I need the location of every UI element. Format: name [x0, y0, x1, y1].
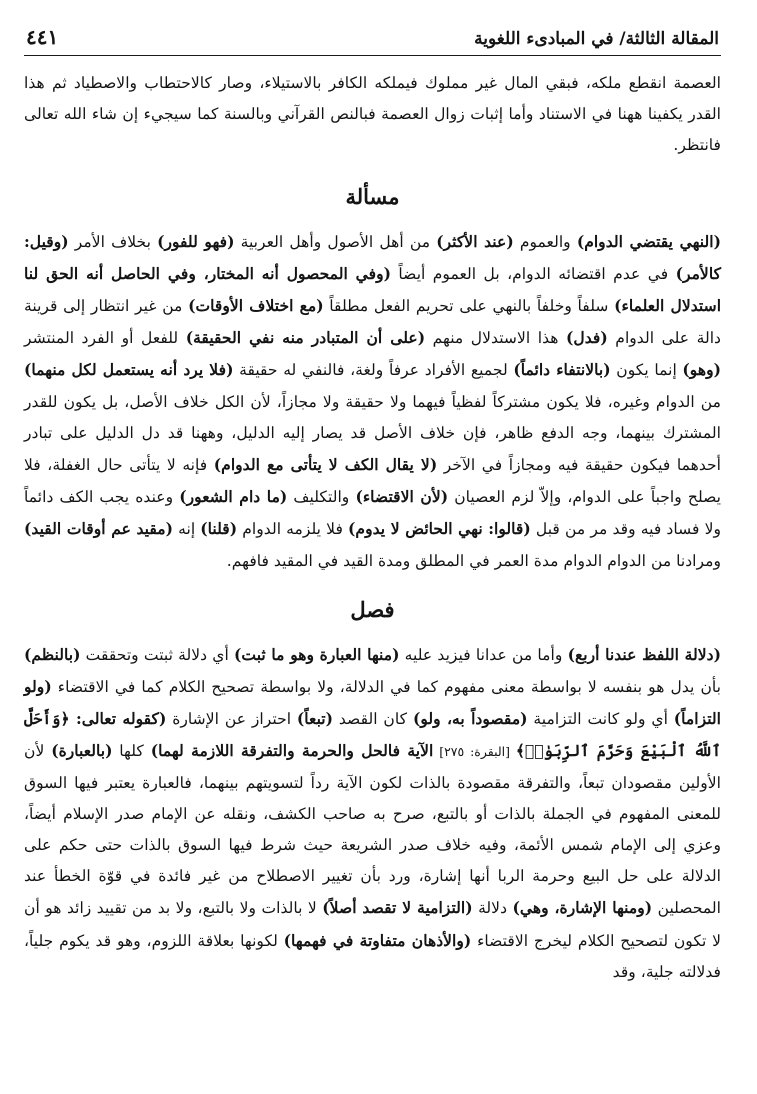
matn-text: (وقيل: كالأمر) — [24, 231, 721, 283]
section-heading-masala: مسألة — [345, 183, 400, 209]
matn-text: (بالانتفاء دائماً) — [513, 360, 611, 380]
matn-text: (تبعاً) — [296, 709, 333, 729]
commentary-text: ومرادنا من الدوام الدوام مدة العمر في المطلق ومدة القيد في المقيد فافهم. — [226, 551, 721, 570]
matn-text: (مع اختلاف الأوقات) — [188, 296, 324, 316]
section1-paragraph — [24, 226, 721, 577]
commentary-text: احتراز عن الإشارة — [166, 710, 297, 729]
matn-text: (مقيد عم أوقات القيد) — [24, 519, 173, 539]
quran-verse: ﴿وَأَحَلَّ ٱللَّهُ ٱلْبَيْعَ وَحَرَّمَ ٱلرِّبَوٰا۟﴾ — [24, 709, 721, 761]
book-page — [24, 22, 721, 1082]
commentary-text: من الدوام وغيره، فلا يكون مشتركاً لفظياً فيهما ولا حقيقة ولا مجازاً، لأن الكل خلاف الأصل، بل يكون للقدر المشترك بينهما، وجه الدفع ظاهر، فإن خلاف الأصل قد يصار إليه الدليل، وههنا قد دل الدليل على تبادر أحدهما فيكون حقيقة فيه ومجازاً في الآخر — [24, 392, 721, 475]
matn-text: (بالعبارة) — [51, 741, 113, 761]
matn-text: (قلنا) — [200, 519, 238, 539]
matn-text: (فهو للفور) — [157, 231, 235, 251]
intro-paragraph: العصمة انقطع ملكه، فبقي المال غير مملوك فيملكه الكافر بالاستيلاء، وصار كالاحتطاب والاصطياد ثم هذا القدر يكفينا ههنا في الاستناد وأما إثبات زوال العصمة فبالنص القرآني وبالسنة كما سيجيء إن شاء الله تعالى فانتظر. — [24, 74, 721, 155]
page-header — [24, 22, 721, 56]
matn-text: (دلالة اللفظ عندنا أربع) — [567, 644, 722, 664]
matn-text: (لا يقال الكف لا يتأتى مع الدوام) — [213, 455, 438, 475]
commentary-text: لجميع الأفراد عرفاً ولغة، فالنفي له حقيقة — [233, 361, 514, 380]
matn-text: (قالوا: نهي الحائض لا يدوم) — [348, 519, 531, 539]
matn-text: (لأن الاقتضاء) — [355, 487, 449, 507]
commentary-text: فلا يلزمه الدوام — [237, 520, 349, 539]
commentary-text: دلالة — [472, 899, 513, 918]
matn-text: (التزامية لا تقصد أصلاً) — [322, 898, 473, 918]
commentary-text: والعموم — [513, 232, 577, 251]
commentary-text: سلفاً وخلفاً بالنهي على تحريم الفعل مطلقاً — [323, 297, 615, 316]
matn-text: (وهو) — [682, 360, 721, 380]
chapter-title: المقالة الثالثة/ في المبادىء اللغوية — [474, 29, 719, 49]
matn-text: (بالنظم) — [24, 644, 81, 664]
commentary-text: بأن يدل هو بنفسه لا بواسطة معنى مفهوم كما في الدلالة، ولا بواسطة تصحيح الكلام كما في الاقتضاء — [51, 678, 721, 697]
matn-text: (النهي يقتضي الدوام) — [576, 231, 721, 251]
matn-text: (منها العبارة وهو ما ثبت) — [234, 644, 400, 664]
page-number: ٤٤١ — [26, 25, 59, 49]
commentary-text: كلها — [112, 742, 151, 761]
matn-text: (ولو التزاماً) — [24, 677, 721, 729]
section-heading-fasl: فصل — [350, 596, 395, 622]
commentary-text: لا بالذات ولا بالتبع، ولا بد من تقييد زائد هو أن لا تكون لتصحيح الكلام ليخرج الاقتضاء — [24, 899, 721, 950]
commentary-text: إنه — [173, 520, 201, 539]
commentary-text: وعنده يجب الكف دائماً ولا فساد فيه وقد مر من قبل — [24, 488, 722, 539]
matn-text: (مقصوداً به، ولو) — [412, 709, 528, 729]
matn-text: (والأذهان متفاوتة في فهمها) — [283, 930, 472, 950]
commentary-text: لكونها بعلاقة اللزوم، وهو قد يكوم جلياً، فدلالته جلية، وقد — [24, 931, 721, 981]
commentary-text: أي دلالة ثبتت وتحققت — [80, 645, 235, 664]
matn-text: الآية فالحل والحرمة والتفرقة اللازمة لهما) — [150, 741, 434, 761]
commentary-text: في عدم اقتضائه الدوام، بل العموم أيضاً — [391, 264, 676, 283]
matn-text: (وفي المحصول أنه المختار، وفي الحاصل أنه الحق لنا استدلال العلماء) — [24, 263, 722, 316]
commentary-text: إنما يكون — [610, 361, 683, 380]
matn-text: (عند الأكثر) — [436, 231, 514, 251]
commentary-text: بخلاف الأمر — [68, 232, 158, 251]
matn-text: (على أن المتبادر منه نفي الحقيقة) — [185, 328, 426, 348]
matn-text: (فلا يرد أنه يستعمل لكل منهما) — [24, 360, 234, 380]
commentary-text: للفعل أو الفرد المنتشر — [24, 329, 186, 348]
commentary-text: كان القصد — [333, 710, 413, 729]
commentary-text: هذا الاستدلال منهم — [425, 329, 567, 348]
matn-text: (ما دام الشعور) — [179, 487, 288, 507]
commentary-text: لأن الأولين مقصودان تبعاً، والتفرقة مقصودة بالذات لكون الآية رداً لتسويتهم بينهما، فالعبارة يعتبر فيها السوق للمعنى المفهوم في الجملة بالذات أو بالتبع، صرح به صاحب الكشف، ونقله عن الإمام صدر الإسلام أيضاً، وعزي إلى الإمام شمس الأئمة، وفيه خلاف صدر الشريعة حيث شرط فيها السوق بالذات حتى حكم على الدلالة على حل البيع وحرمة الربا أنها إشارة، ورد بأن تغيير الاصطلاح من غير فائدة في قوّة الخطأ عند المحصلين — [24, 742, 721, 918]
section2-paragraph — [24, 639, 721, 988]
verse-reference: [البقرة: ٢٧٥] — [433, 744, 516, 760]
matn-text: (كقوله تعالى: — [69, 709, 167, 729]
commentary-text: والتكليف — [287, 488, 356, 507]
commentary-text: أي ولو كانت التزامية — [527, 710, 674, 729]
commentary-text: فإنه لا يتأتى حال الغفلة، فلا يصلح واجباً على الدوام، وإلاّ لزم العصيان — [24, 456, 721, 507]
matn-text: (فدل) — [566, 328, 608, 348]
commentary-text: من أهل الأصول وأهل العربية — [234, 232, 437, 251]
commentary-text: وأما من عدانا فيزيد عليه — [399, 645, 568, 664]
matn-text: (ومنها الإشارة، وهي) — [512, 898, 653, 918]
commentary-text: من غير انتظار إلى قرينة دالة على الدوام — [24, 297, 721, 348]
